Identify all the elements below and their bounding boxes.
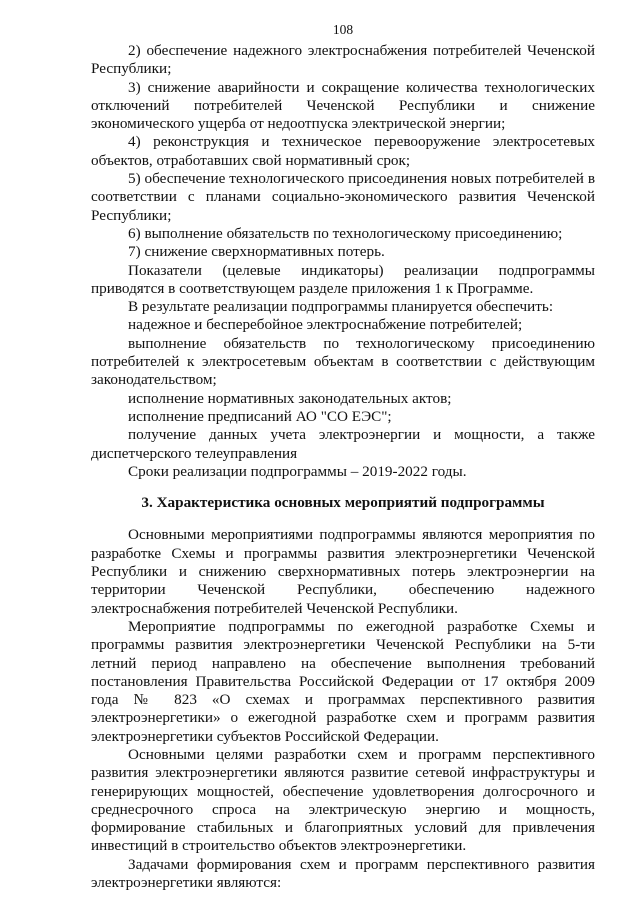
section-paragraph: Основными мероприятиями подпрограммы являются мероприятия по разработке Схемы и программы развития электроэнергетики Чеченской Республики и снижению сверхнормативных потерь электроэнергии на территории Чеченской Республики, обеспечению надежного электроснабжения потребителей Чеченской Республики. <box>91 526 595 617</box>
list-item: 2) обеспечение надежного электроснабжения потребителей Чеченской Республики; <box>91 42 595 78</box>
list-item: 3) снижение аварийности и сокращение количества технологических отключений потребителей Чеченской Республики и снижение экономического ущерба от недоотпуска электрической энергии; <box>91 78 595 133</box>
result-item: выполнение обязательств по технологическому присоединению потребителей к электросетевым объектам в соответствии с действующим законодательством; <box>91 334 595 389</box>
result-item: исполнение нормативных законодательных актов; <box>128 389 452 407</box>
list-item: 7) снижение сверхнормативных потерь. <box>128 243 385 261</box>
section-heading: 3. Характеристика основных мероприятий подпрограммы <box>141 494 545 512</box>
section-paragraph: Основными целями разработки схем и программ перспективного развития электроэнергетики являются развитие сетевой инфраструктуры и генерирующих мощностей, обеспечение удовлетворения долгосрочного и среднесрочного спроса на электрическую энергию и мощность, формирование стабильных и благоприятных условий для привлечения инвестиций в строительство объектов электроэнергетики. <box>91 745 595 855</box>
section-paragraph: Задачами формирования схем и программ перспективного развития электроэнергетики являются: <box>91 855 595 892</box>
list-item: 6) выполнение обязательств по технологическому присоединению; <box>128 224 563 242</box>
list-item: 4) реконструкция и техническое перевооружение электросетевых объектов, отработавших свой нормативный срок; <box>91 133 595 169</box>
section-paragraph: Мероприятие подпрограммы по ежегодной разработке Схемы и программы развития электроэнергетики Чеченской Республики на 5-ти летний период направлено на обеспечение выполнения требований постановления Правительства Российской Федерации от 17 октября 2009 года № 823 «О схемах и программах перспективного развития электроэнергетики» о ежегодной разработке схем и программ развития электроэнергетики субъектов Российской Федерации. <box>91 617 595 745</box>
terms-paragraph: Сроки реализации подпрограммы – 2019-2022 годы. <box>128 462 467 480</box>
results-intro: В результате реализации подпрограммы планируется обеспечить: <box>128 298 554 316</box>
result-item: получение данных учета электроэнергии и мощности, а также диспетчерского телеуправления <box>91 426 595 462</box>
indicators-paragraph: Показатели (целевые индикаторы) реализации подпрограммы приводятся в соответствующем разделе приложения 1 к Программе. <box>91 261 595 297</box>
result-item: исполнение предписаний АО "СО ЕЭС"; <box>128 407 392 425</box>
page-number: 108 <box>332 22 354 37</box>
result-item: надежное и бесперебойное электроснабжение потребителей; <box>128 316 523 334</box>
list-item: 5) обеспечение технологического присоединения новых потребителей в соответствии с планами социально-экономического развития Чеченской Республики; <box>91 170 595 224</box>
